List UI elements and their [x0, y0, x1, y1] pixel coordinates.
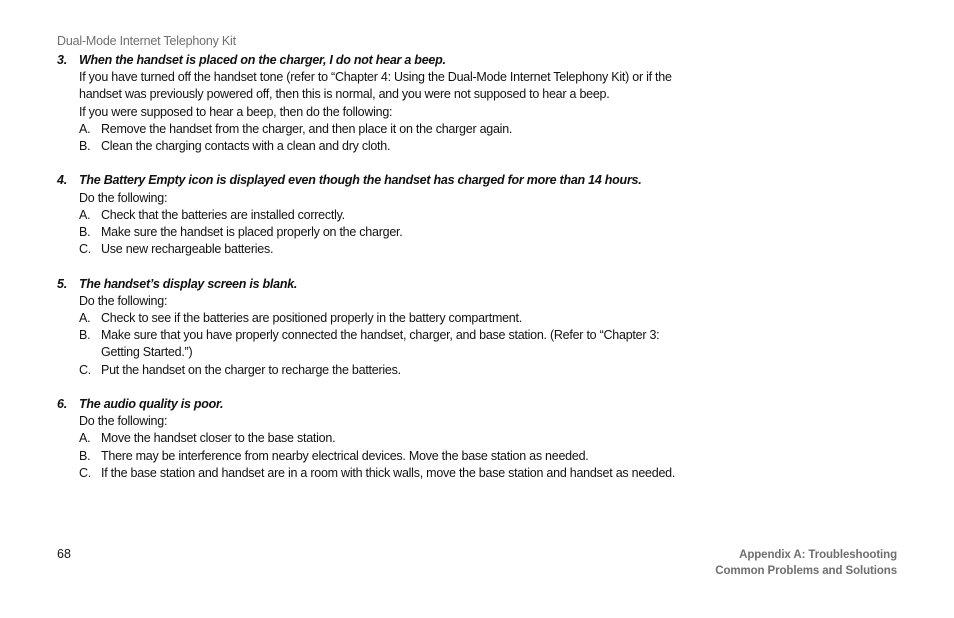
paragraph: If you have turned off the handset tone (refer to “Chapter 4: Using the Dual-Mode Internet Telephony Kit) or if the handset was previously powered off, then this is normal, and you were not supposed to hear a beep.: [79, 70, 672, 102]
paragraph: Do the following:: [79, 293, 168, 308]
question-number: 5.: [57, 276, 67, 291]
list-item: [57, 465, 677, 482]
question-text: The handset’s display screen is blank.: [79, 276, 298, 291]
question-number: 4.: [57, 173, 67, 188]
list-item-text: There may be interference from nearby electrical devices. Move the base station as needed.: [101, 448, 589, 463]
list-item-text: Remove the handset from the charger, and then place it on the charger again.: [101, 121, 513, 136]
list-item-letter: A.: [79, 207, 91, 222]
document-body: [57, 52, 677, 499]
paragraph: Do the following:: [79, 190, 168, 205]
list-item-letter: B.: [79, 139, 91, 154]
list-item-text: Check to see if the batteries are positioned properly in the battery compartment.: [101, 311, 522, 326]
list-item-letter: B.: [79, 448, 91, 463]
question-text: The Battery Empty icon is displayed even though the handset has charged for more than 14 hours.: [79, 173, 642, 188]
list-item: [57, 448, 677, 465]
list-item: [57, 362, 677, 379]
list-item-text: Put the handset on the charger to recharge the batteries.: [101, 362, 401, 377]
question-heading: [57, 52, 677, 69]
question-heading: [57, 396, 677, 413]
list-item-text: Check that the batteries are installed correctly.: [101, 207, 345, 222]
page-number: 68: [57, 547, 71, 561]
list-item-letter: B.: [79, 225, 91, 240]
question-text: The audio quality is poor.: [79, 397, 224, 412]
question-text: When the handset is placed on the charger, I do not hear a beep.: [79, 53, 446, 67]
list-item: [57, 310, 677, 327]
list-item-text: Make sure that you have properly connected the handset, charger, and base station. (Refer to “Chapter 3: Getting Started.”): [101, 328, 660, 360]
question-number: 3.: [57, 53, 67, 67]
list-item-letter: C.: [79, 242, 91, 257]
footer-section-info: [715, 547, 897, 579]
list-item-letter: C.: [79, 362, 91, 377]
list-item: [57, 207, 677, 224]
footer-chapter: Appendix A: Troubleshooting: [739, 549, 897, 561]
list-item-text: Use new rechargeable batteries.: [101, 242, 274, 257]
list-item: [57, 327, 677, 361]
list-item: [57, 224, 677, 241]
list-item-text: Clean the charging contacts with a clean and dry cloth.: [101, 139, 391, 154]
list-item: [57, 138, 677, 155]
question-heading: [57, 276, 677, 293]
list-item-letter: C.: [79, 465, 91, 480]
troubleshoot-section-4: [57, 172, 677, 258]
running-head: Dual-Mode Internet Telephony Kit: [57, 34, 236, 48]
troubleshoot-section-3: [57, 52, 677, 155]
question-heading: [57, 172, 677, 189]
question-number: 6.: [57, 397, 67, 412]
list-item-letter: A.: [79, 431, 91, 446]
list-item: [57, 241, 677, 258]
troubleshoot-section-6: [57, 396, 677, 482]
list-item-letter: A.: [79, 311, 91, 326]
paragraph: If you were supposed to hear a beep, then do the following:: [79, 104, 393, 119]
list-item: [57, 430, 677, 447]
list-item-letter: A.: [79, 121, 91, 136]
paragraph: Do the following:: [79, 414, 168, 429]
footer-section: Common Problems and Solutions: [715, 565, 897, 577]
list-item: [57, 121, 677, 138]
troubleshoot-section-5: [57, 276, 677, 379]
list-item-letter: B.: [79, 328, 91, 343]
list-item-text: If the base station and handset are in a room with thick walls, move the base station and handset as needed.: [101, 465, 676, 480]
list-item-text: Make sure the handset is placed properly on the charger.: [101, 225, 403, 240]
list-item-text: Move the handset closer to the base station.: [101, 431, 336, 446]
